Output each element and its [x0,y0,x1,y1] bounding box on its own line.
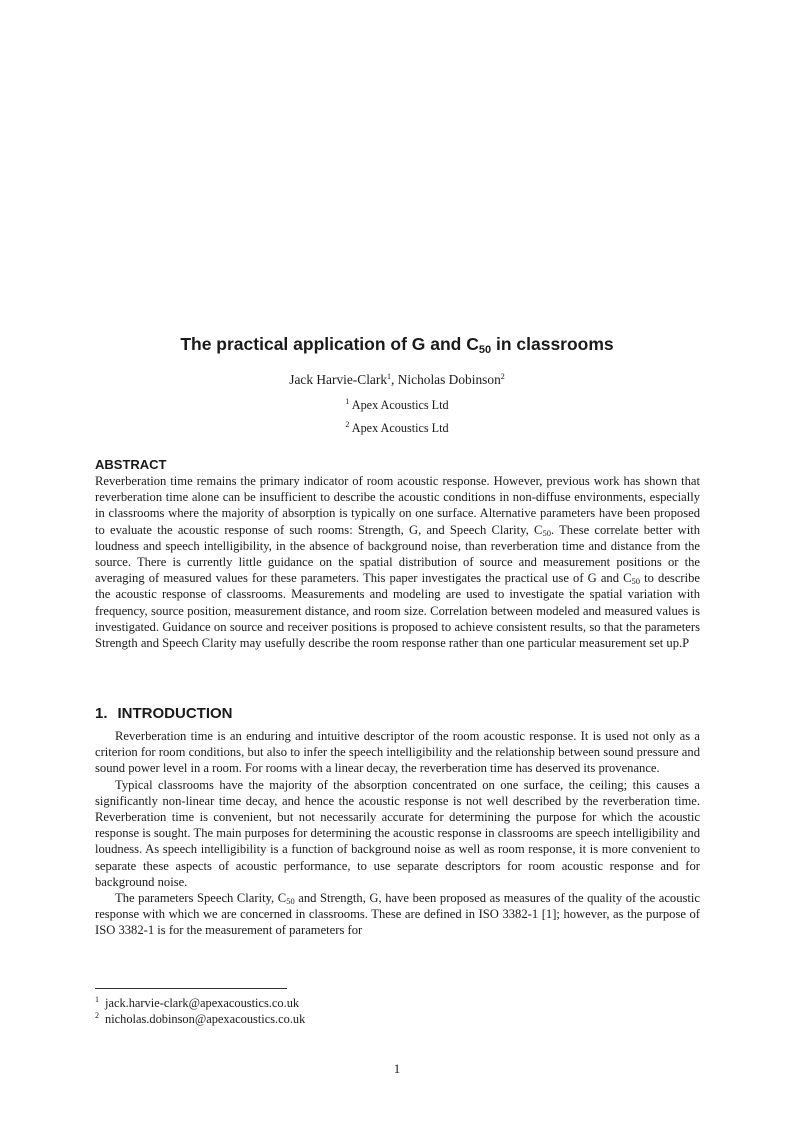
author-list [0,371,794,389]
author-separator: , [391,372,398,387]
introduction-paragraph: Reverberation time is an enduring and intuitive descriptor of the room acoustic response. It is used not only as a criterion for room conditions, but also to infer the speech intelligibility and the relationship between sound pressure and sound power level in a room. For rooms with a linear decay, the reverberation time has deserved its provenance. [95,729,700,776]
abstract-text: Reverberation time remains the primary indicator of room acoustic response. However, previous work has shown that reverberation time alone can be insufficient to describe the acoustic conditions in non-diffuse environments, especially in classrooms where the majority of absorption is typically on one surface. Alternative parameters have been proposed to evaluate the acoustic response of such rooms: Strength, G, and Speech Clarity, C [95,474,700,537]
title-tail: in classrooms [491,334,614,354]
introduction-text: The parameters Speech Clarity, C [115,891,287,906]
abstract-text: . These correlate better with loudness and speech intelligibility, in the absence of background noise, than reverberation time and distance from the source. There is currently little guidance on the spatial distribution of source and measurement positions or the averaging of measured values for these parameters. This paper investigates the practical use of G and C [95,522,700,586]
author-name: Jack Harvie-Clark [289,372,388,387]
author-affiliation-mark: 2 [500,372,505,381]
footnote-mark: 2 [95,1011,99,1020]
author-name: Nicholas Dobinson [397,372,501,387]
title-main: The practical application of G and C [180,334,479,354]
footnote-mark: 1 [95,995,99,1004]
introduction-body [95,728,700,939]
footnote-email-link[interactable]: nicholas.dobinson@apexacoustics.co.uk [105,1012,306,1026]
paper-title [0,333,794,361]
affiliation-name: Apex Acoustics Ltd [351,398,449,412]
page-number: 1 [393,1061,401,1076]
introduction-subscript: 50 [286,896,295,907]
abstract-text: to describe the acoustic response of classrooms. Measurements and modeling are used to investigate the spatial variation with frequency, source position, measurement distance, and room size. Correlation between modeled and measured values is investigated. Guidance on source and receiver positions is proposed to achieve consistent results, so that the parameters Strength and Speech Clarity may usefully describe the room response rather than one particular measurement set up.P [95,571,700,651]
footnotes [95,995,700,1027]
introduction-text: and Strength, G, have been proposed as measures of the quality of the acoustic response with which we are concerned in classrooms. These are defined in ISO 3382-1 [1]; however, as the purpose of ISO 3382-1 is for the measurement of parameters for [95,891,700,938]
section-heading-introduction [95,705,233,723]
footnote-divider [95,988,287,989]
abstract-heading: ABSTRACT [95,457,167,472]
section-number: 1. [95,705,108,722]
introduction-paragraph [95,890,700,939]
abstract-body [95,473,700,651]
footnote [95,995,700,1011]
affiliation [0,397,794,413]
affiliation-name: Apex Acoustics Ltd [351,421,449,435]
affiliation-mark: 2 [345,420,350,429]
affiliation [0,420,794,436]
abstract-subscript: 50 [542,527,551,538]
abstract-subscript: 50 [631,576,641,587]
author-affiliation-mark: 1 [387,372,392,381]
footnote-email-link[interactable]: jack.harvie-clark@apexacoustics.co.uk [105,996,300,1010]
abstract-paragraph [95,473,700,651]
affiliation-mark: 1 [345,397,350,406]
introduction-paragraph: Typical classrooms have the majority of the absorption concentrated on one surface, the ceiling; this causes a significantly non-linear time decay, and hence the acoustic response is not well described by the reverberation time. Reverberation time is convenient, but not necessarily accurate for determining the purpose for which the acoustic response is sought. The main purposes for determining the acoustic response in classrooms are speech intelligibility and loudness. As speech intelligibility is a function of background noise as well as room response, it is more convenient to separate these aspects of acoustic performance, to use separate descriptors for room acoustic response and for background noise. [95,777,700,889]
section-title: INTRODUCTION [117,705,233,722]
footnote [95,1011,700,1027]
title-subscript: 50 [478,344,492,356]
